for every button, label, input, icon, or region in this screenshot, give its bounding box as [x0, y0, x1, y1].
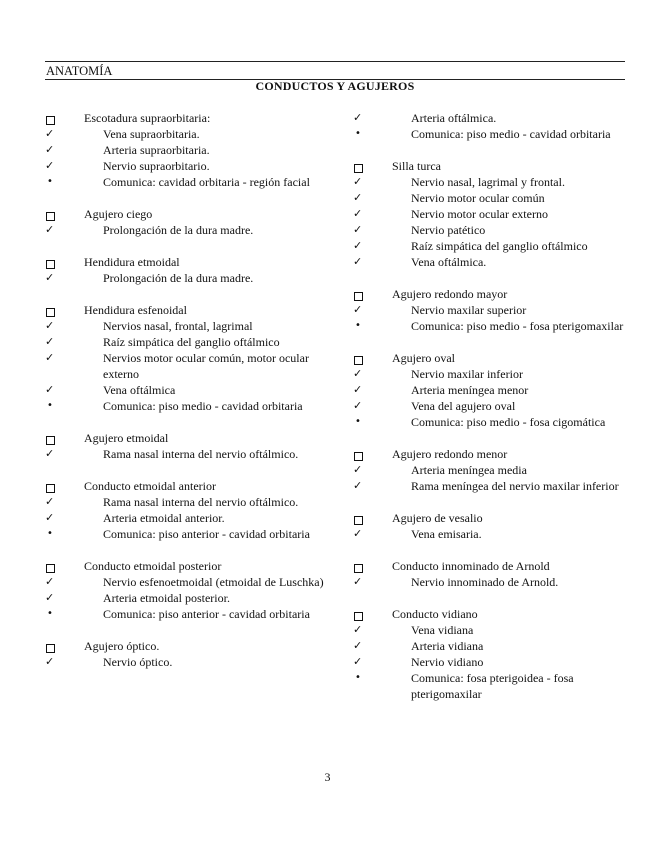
- list-item: [353, 318, 625, 334]
- page-number: 3: [324, 770, 331, 784]
- list-item-text: Raíz simpática del ganglio oftálmico: [103, 335, 280, 349]
- checkbox-square-icon: [45, 430, 59, 446]
- list-item-text: Raíz simpática del ganglio oftálmico: [411, 239, 588, 253]
- list-item-text: Rama nasal interna del nervio oftálmico.: [103, 495, 299, 509]
- left-column: [45, 110, 325, 686]
- entry-heading-text: Agujero ciego: [84, 207, 153, 221]
- list-item: [353, 462, 625, 478]
- checkmark-icon: ✓: [353, 479, 363, 492]
- entry-heading: [353, 350, 625, 366]
- bullet-icon: •: [355, 320, 361, 331]
- checkbox-square-icon: [353, 606, 367, 622]
- list-item: [353, 206, 625, 222]
- list-item: [353, 574, 625, 590]
- list-item-text: Prolongación de la dura madre.: [103, 223, 254, 237]
- checkmark-icon: ✓: [353, 223, 363, 236]
- entry-group: [45, 254, 325, 286]
- entry-heading: [45, 430, 325, 446]
- checkmark-icon: ✓: [45, 159, 55, 172]
- list-item: [353, 622, 625, 638]
- checkmark-icon: ✓: [45, 495, 55, 508]
- entry-heading: [353, 558, 625, 574]
- bullet-icon: •: [47, 400, 53, 411]
- list-item-text: Comunica: piso medio - cavidad orbitaria: [103, 399, 303, 413]
- checkmark-icon: ✓: [353, 191, 363, 204]
- entry-heading-text: Silla turca: [392, 159, 441, 173]
- entry-group: [353, 350, 625, 430]
- list-item: [353, 670, 625, 702]
- entry-heading: [45, 558, 325, 574]
- checkmark-icon: ✓: [353, 367, 363, 380]
- list-item-text: Vena del agujero oval: [411, 399, 516, 413]
- entry-heading: [353, 286, 625, 302]
- entry-heading: [45, 254, 325, 270]
- entry-heading: [45, 110, 325, 126]
- checkmark-icon: ✓: [353, 463, 363, 476]
- checkmark-icon: ✓: [45, 335, 55, 348]
- list-item: [353, 366, 625, 382]
- entry-heading: [45, 638, 325, 654]
- list-item: [45, 350, 325, 382]
- entry-group: [353, 510, 625, 542]
- list-item: [45, 494, 325, 510]
- checkmark-icon: ✓: [353, 239, 363, 252]
- entry-heading: [353, 158, 625, 174]
- list-item: [45, 270, 325, 286]
- list-item-text: Comunica: piso medio - fosa cigomática: [411, 415, 606, 429]
- list-item: [353, 238, 625, 254]
- checkmark-icon: ✓: [45, 319, 55, 332]
- checkmark-icon: ✓: [353, 303, 363, 316]
- list-item-text: Nervio maxilar inferior: [411, 367, 523, 381]
- entry-heading: [353, 606, 625, 622]
- checkbox-square-icon: [45, 254, 59, 270]
- list-item-text: Vena supraorbitaria.: [103, 127, 200, 141]
- bullet-icon: •: [355, 672, 361, 683]
- entry-heading: [45, 478, 325, 494]
- entry-group: [45, 478, 325, 542]
- entry-group: [353, 446, 625, 494]
- entry-group: [45, 302, 325, 414]
- list-item: [353, 222, 625, 238]
- entry-heading-text: Hendidura etmoidal: [84, 255, 180, 269]
- list-item-text: Nervio patético: [411, 223, 486, 237]
- list-item-text: Arteria etmoidal posterior.: [103, 591, 230, 605]
- bullet-icon: •: [47, 528, 53, 539]
- list-item: [353, 126, 625, 142]
- checkmark-icon: ✓: [45, 351, 55, 364]
- checkmark-icon: ✓: [353, 623, 363, 636]
- entry-heading-text: Agujero oval: [392, 351, 455, 365]
- checkmark-icon: ✓: [45, 575, 55, 588]
- list-item: [45, 142, 325, 158]
- checkbox-square-icon: [45, 478, 59, 494]
- checkmark-icon: ✓: [353, 111, 363, 124]
- entry-group: [45, 430, 325, 462]
- checkbox-square-icon: [353, 158, 367, 174]
- list-item: [45, 318, 325, 334]
- checkmark-icon: ✓: [45, 655, 55, 668]
- list-item: [45, 126, 325, 142]
- entry-heading-text: Conducto innominado de Arnold: [392, 559, 550, 573]
- right-column: [353, 110, 625, 718]
- top-rule: [45, 61, 625, 62]
- checkmark-icon: ✓: [45, 447, 55, 460]
- entry-heading-text: Conducto vidiano: [392, 607, 478, 621]
- list-item-text: Vena oftálmica: [103, 383, 176, 397]
- checkbox-square-icon: [45, 302, 59, 318]
- checkmark-icon: ✓: [353, 175, 363, 188]
- checkmark-icon: ✓: [353, 527, 363, 540]
- list-item: [45, 606, 325, 622]
- entry-heading-text: Conducto etmoidal posterior: [84, 559, 222, 573]
- checkmark-icon: ✓: [353, 207, 363, 220]
- checkmark-icon: ✓: [45, 271, 55, 284]
- checkmark-icon: ✓: [45, 143, 55, 156]
- list-item-text: Vena emisaria.: [411, 527, 482, 541]
- list-item-text: Nervio innominado de Arnold.: [411, 575, 559, 589]
- checkbox-square-icon: [353, 350, 367, 366]
- checkmark-icon: ✓: [353, 399, 363, 412]
- checkbox-square-icon: [353, 510, 367, 526]
- checkmark-icon: ✓: [353, 255, 363, 268]
- list-item: [45, 574, 325, 590]
- bullet-icon: •: [355, 128, 361, 139]
- entry-group: [45, 638, 325, 670]
- list-item-text: Prolongación de la dura madre.: [103, 271, 254, 285]
- list-item: [353, 190, 625, 206]
- list-item-text: Comunica: piso anterior - cavidad orbitaria: [103, 607, 310, 621]
- entry-heading: [45, 302, 325, 318]
- list-item-text: Nervio nasal, lagrimal y frontal.: [411, 175, 565, 189]
- entry-group: [45, 558, 325, 622]
- list-item: [353, 478, 625, 494]
- entry-heading-text: Agujero redondo menor: [392, 447, 508, 461]
- entry-heading: [353, 446, 625, 462]
- checkbox-square-icon: [45, 206, 59, 222]
- list-item: [353, 110, 625, 126]
- entry-group: [353, 158, 625, 270]
- list-item-text: Nervio supraorbitario.: [103, 159, 210, 173]
- checkbox-square-icon: [353, 286, 367, 302]
- list-item: [353, 414, 625, 430]
- entry-group: [353, 286, 625, 334]
- entry-group: [45, 110, 325, 190]
- list-item: [45, 158, 325, 174]
- list-item: [45, 398, 325, 414]
- list-item: [353, 302, 625, 318]
- checkmark-icon: ✓: [353, 655, 363, 668]
- list-item-text: Comunica: piso anterior - cavidad orbitaria: [103, 527, 310, 541]
- list-item: [45, 510, 325, 526]
- list-item-text: Nervios nasal, frontal, lagrimal: [103, 319, 253, 333]
- entry-heading-text: Agujero óptico.: [84, 639, 160, 653]
- checkmark-icon: ✓: [45, 591, 55, 604]
- entry-heading-text: Conducto etmoidal anterior: [84, 479, 216, 493]
- list-item-text: Comunica: cavidad orbitaria - región facial: [103, 175, 310, 189]
- list-item: [45, 334, 325, 350]
- entry-heading-text: Hendidura esfenoidal: [84, 303, 187, 317]
- checkbox-square-icon: [45, 638, 59, 654]
- list-item: [45, 526, 325, 542]
- entry-heading-text: Agujero redondo mayor: [392, 287, 508, 301]
- list-item: [353, 398, 625, 414]
- list-item-text: Nervio maxilar superior: [411, 303, 527, 317]
- entry-group: [353, 110, 625, 142]
- bullet-icon: •: [355, 416, 361, 427]
- list-item-text: Arteria supraorbitaria.: [103, 143, 210, 157]
- entry-heading-text: Agujero de vesalio: [392, 511, 483, 525]
- checkmark-icon: ✓: [45, 127, 55, 140]
- entry-group: [353, 558, 625, 590]
- checkbox-square-icon: [353, 558, 367, 574]
- list-item: [45, 446, 325, 462]
- checkmark-icon: ✓: [45, 511, 55, 524]
- list-item-text: Nervio vidiano: [411, 655, 484, 669]
- list-item: [45, 174, 325, 190]
- list-item: [353, 654, 625, 670]
- list-item-text: Vena oftálmica.: [411, 255, 487, 269]
- list-item-text: Nervio motor ocular común: [411, 191, 545, 205]
- checkmark-icon: ✓: [353, 383, 363, 396]
- bullet-icon: •: [47, 176, 53, 187]
- checkmark-icon: ✓: [353, 639, 363, 652]
- entry-heading-text: Escotadura supraorbitaria:: [84, 111, 211, 125]
- checkmark-icon: ✓: [45, 223, 55, 236]
- list-item-text: Arteria vidiana: [411, 639, 484, 653]
- list-item-text: Comunica: piso medio - fosa pterigomaxilar: [411, 319, 624, 333]
- list-item-text: Arteria etmoidal anterior.: [103, 511, 225, 525]
- section-label: ANATOMÍA: [46, 64, 113, 78]
- list-item-text: Rama meníngea del nervio maxilar inferior: [411, 479, 619, 493]
- list-item: [45, 222, 325, 238]
- list-item: [45, 590, 325, 606]
- entry-group: [353, 606, 625, 702]
- list-item-text: Nervios motor ocular común, motor ocular externo: [103, 351, 309, 381]
- list-item: [353, 174, 625, 190]
- list-item: [353, 526, 625, 542]
- list-item-text: Nervio motor ocular externo: [411, 207, 548, 221]
- list-item-text: Arteria meníngea menor: [411, 383, 529, 397]
- page-title: CONDUCTOS Y AGUJEROS: [255, 79, 415, 93]
- list-item-text: Nervio óptico.: [103, 655, 173, 669]
- checkbox-square-icon: [45, 110, 59, 126]
- list-item-text: Comunica: piso medio - cavidad orbitaria: [411, 127, 611, 141]
- entry-heading: [353, 510, 625, 526]
- entry-group: [45, 206, 325, 238]
- entry-heading-text: Agujero etmoidal: [84, 431, 169, 445]
- list-item-text: Arteria meníngea media: [411, 463, 527, 477]
- entry-heading: [45, 206, 325, 222]
- list-item: [353, 638, 625, 654]
- list-item-text: Rama nasal interna del nervio oftálmico.: [103, 447, 299, 461]
- bullet-icon: •: [47, 608, 53, 619]
- checkbox-square-icon: [45, 558, 59, 574]
- list-item: [353, 254, 625, 270]
- list-item: [353, 382, 625, 398]
- checkbox-square-icon: [353, 446, 367, 462]
- list-item-text: Comunica: fosa pterigoidea - fosa pterigomaxilar: [411, 671, 574, 701]
- checkmark-icon: ✓: [45, 383, 55, 396]
- list-item-text: Vena vidiana: [411, 623, 474, 637]
- list-item-text: Arteria oftálmica.: [411, 111, 497, 125]
- list-item: [45, 382, 325, 398]
- list-item: [45, 654, 325, 670]
- checkmark-icon: ✓: [353, 575, 363, 588]
- list-item-text: Nervio esfenoetmoidal (etmoidal de Luschka): [103, 575, 324, 589]
